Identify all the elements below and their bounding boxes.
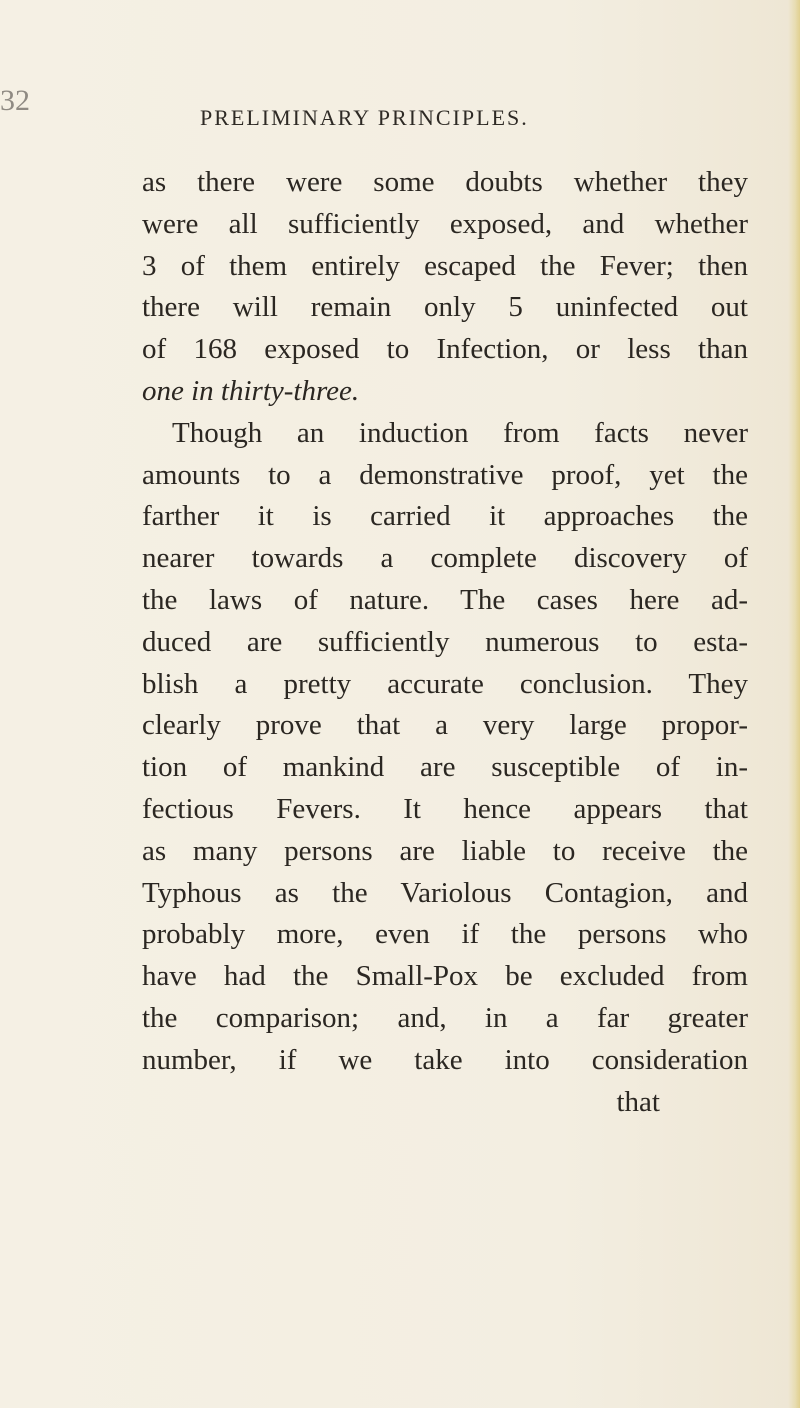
text-line: as there were some doubts whether they xyxy=(142,166,748,198)
text-line: 3 of them entirely escaped the Fever; then xyxy=(142,249,748,282)
text-line: fectious Fevers. It hence appears that xyxy=(142,792,748,825)
text-line: clearly prove that a very large propor- xyxy=(142,709,748,742)
running-head: PRELIMINARY PRINCIPLES. xyxy=(200,105,529,130)
text-line: there will remain only 5 uninfected out xyxy=(142,291,748,324)
text-line-italic: one in thirty-three. xyxy=(142,374,360,407)
text-line: number, if we take into consideration xyxy=(142,1043,748,1076)
text-line: nearer towards a complete discovery of xyxy=(142,542,748,575)
body-text xyxy=(142,162,748,1123)
text-line: farther it is carried it approaches the xyxy=(142,500,748,533)
paragraph-start-line: Though an induction from facts never xyxy=(172,416,748,449)
page-edge-shadow xyxy=(788,0,800,1408)
text-line: blish a pretty accurate conclusion. They xyxy=(142,667,748,700)
text-line: duced are sufficiently numerous to esta- xyxy=(142,625,748,658)
text-line: were all sufficiently exposed, and whether xyxy=(142,207,748,240)
text-line: tion of mankind are susceptible of in- xyxy=(142,751,748,784)
text-line: of 168 exposed to Infection, or less than xyxy=(142,333,748,366)
text-line: the laws of nature. The cases here ad- xyxy=(142,583,748,616)
text-line: the comparison; and, in a far greater xyxy=(142,1001,748,1034)
text-line: amounts to a demonstrative proof, yet the xyxy=(142,458,748,491)
text-line: Typhous as the Variolous Contagion, and xyxy=(142,876,748,909)
page-number: 32 xyxy=(0,84,30,117)
catchword: that xyxy=(616,1085,660,1118)
text-line: as many persons are liable to receive the xyxy=(142,834,748,867)
text-line: have had the Small-Pox be excluded from xyxy=(142,960,748,993)
text-line: probably more, even if the persons who xyxy=(142,918,748,951)
